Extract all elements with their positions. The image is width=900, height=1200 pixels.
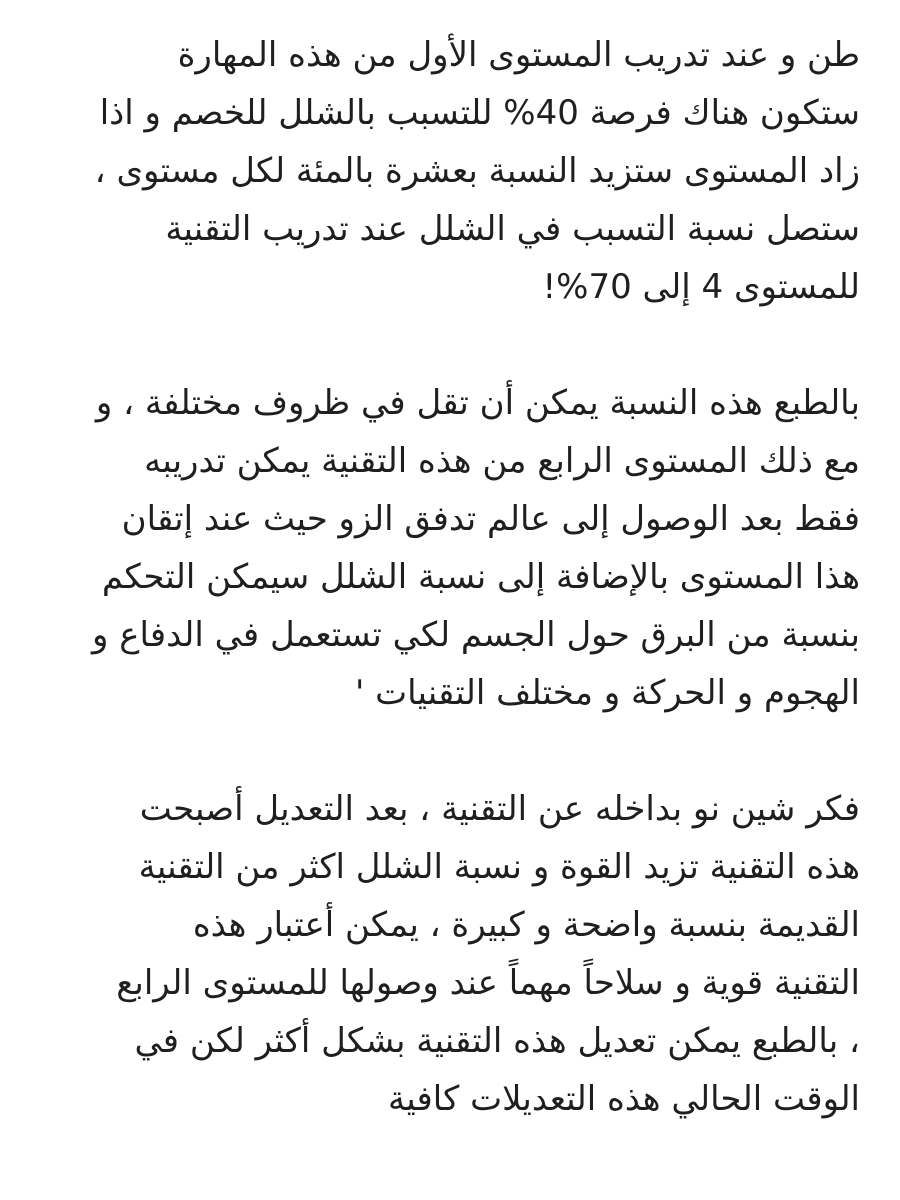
paragraph-gap xyxy=(40,722,860,780)
text-line: زاد المستوى ستزيد النسبة بعشرة بالمئة لكل مستوى ، xyxy=(94,151,860,191)
text-line: فقط بعد الوصول إلى عالم تدفق الزو حيث عند إتقان xyxy=(121,499,860,539)
text-line: مع ذلك المستوى الرابع من هذه التقنية يمكن تدريبه xyxy=(144,441,860,481)
text-line: الوقت الحالي هذه التعديلات كافية xyxy=(388,1079,860,1119)
article-body xyxy=(40,26,860,1128)
text-line: التقنية قوية و سلاحاً مهماً عند وصولها للمستوى الرابع xyxy=(116,963,860,1003)
paragraph-3 xyxy=(40,780,860,1128)
text-line: بنسبة من البرق حول الجسم لكي تستعمل في الدفاع و xyxy=(91,615,860,655)
paragraph-gap xyxy=(40,316,860,374)
text-line: هذه التقنية تزيد القوة و نسبة الشلل اكثر من التقنية xyxy=(138,847,860,887)
text-line: للمستوى 4 إلى 70%! xyxy=(542,267,860,307)
text-line: طن و عند تدريب المستوى الأول من هذه المهارة xyxy=(177,35,860,75)
text-line: فكر شين نو بداخله عن التقنية ، بعد التعديل أصبحت xyxy=(139,789,860,829)
text-line: القديمة بنسبة واضحة و كبيرة ، يمكن أعتبار هذه xyxy=(192,905,860,945)
text-line: الهجوم و الحركة و مختلف التقنيات ' xyxy=(354,673,860,713)
paragraph-1 xyxy=(40,26,860,316)
text-line: ستصل نسبة التسبب في الشلل عند تدريب التقنية xyxy=(165,209,860,249)
paragraph-2 xyxy=(40,374,860,722)
text-line: ، بالطبع يمكن تعديل هذه التقنية بشكل أكثر لكن في xyxy=(134,1021,860,1061)
text-line: هذا المستوى بالإضافة إلى نسبة الشلل سيمكن التحكم xyxy=(101,557,860,597)
text-line: بالطبع هذه النسبة يمكن أن تقل في ظروف مختلفة ، و xyxy=(95,383,860,423)
text-line: ستكون هناك فرصة 40% للتسبب بالشلل للخصم و اذا xyxy=(99,93,860,133)
